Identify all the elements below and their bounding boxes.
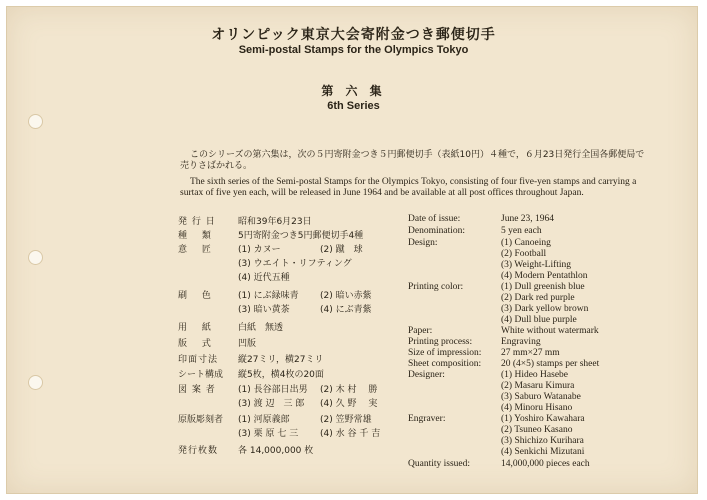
en-denom-label: Denomination: — [408, 226, 465, 236]
jp-color-3: (3) 暗い黄茶 — [238, 305, 290, 315]
en-engraver-label: Engraver: — [408, 414, 446, 424]
en-issue-value: June 23, 1964 — [501, 214, 555, 224]
en-design-2: (2) Football — [501, 249, 547, 259]
en-denom-value: 5 yen each — [501, 226, 542, 236]
en-engraver-2: (2) Tsuneo Kasano — [501, 425, 573, 435]
en-engraver-4: (4) Senkichi Mizutani — [501, 447, 585, 457]
en-process-label: Printing process: — [408, 337, 473, 347]
jp-color-label: 刷 色 — [178, 291, 212, 301]
jp-print-value: 凹版 — [238, 339, 257, 349]
en-sheet-value: 20 (4×5) stamps per sheet — [501, 359, 600, 369]
en-issue-label: Date of issue: — [408, 214, 461, 224]
en-paper-label: Paper: — [408, 326, 433, 336]
jp-issue-value: 昭和39年6月23日 — [238, 217, 312, 227]
jp-color-1: (1) にぶ緑味青 — [238, 291, 299, 301]
en-color-4: (4) Dull blue purple — [501, 315, 577, 325]
jp-designer-1: (1) 長谷部日出男 — [238, 385, 308, 395]
jp-designer-2: (2) 木 村 勝 — [320, 385, 378, 395]
en-color-1: (1) Dull greenish blue — [501, 282, 585, 292]
en-design-3: (3) Weight-Lifting — [501, 260, 572, 270]
jp-design-4: (4) 近代五種 — [238, 273, 290, 283]
jp-qty-value: 各 14,000,000 枚 — [238, 446, 314, 456]
en-designer-1: (1) Hideo Hasebe — [501, 370, 569, 380]
jp-engraver-1: (1) 河原義郎 — [238, 415, 290, 425]
jp-print-label: 版 式 — [178, 339, 212, 349]
jp-kind-value: 5円寄附金つき5円郵便切手4種 — [238, 231, 364, 241]
jp-engraver-label: 原版彫刻者 — [178, 415, 224, 425]
jp-designer-3: (3) 渡 辺 三 郎 — [238, 399, 305, 409]
jp-sheet-label: シート構成 — [178, 370, 224, 380]
binder-hole — [28, 114, 43, 129]
en-process-value: Engraving — [501, 337, 541, 347]
en-color-3: (3) Dark yellow brown — [501, 304, 589, 314]
en-engraver-1: (1) Yoshiro Kawahara — [501, 414, 585, 424]
binder-hole — [28, 250, 43, 265]
jp-design-3: (3) ウエイト・リフティング — [238, 259, 352, 269]
en-designer-4: (4) Minoru Hisano — [501, 403, 573, 413]
jp-qty-label: 発行枚数 — [178, 446, 219, 456]
binder-hole — [28, 375, 43, 390]
jp-issue-label: 発 行 日 — [178, 217, 216, 227]
en-size-label: Size of impression: — [408, 348, 482, 358]
jp-sheet-value: 縦5枚，横4枚の20面 — [238, 370, 324, 380]
en-size-value: 27 mm×27 mm — [501, 348, 560, 358]
jp-designer-label: 図 案 者 — [178, 385, 216, 395]
jp-color-2: (2) 暗い赤紫 — [320, 291, 372, 301]
en-paper-value: White without watermark — [501, 326, 599, 336]
jp-paper-label: 用 紙 — [178, 323, 212, 333]
jp-size-value: 縦27ミリ，横27ミリ — [238, 355, 324, 365]
en-designer-2: (2) Masaru Kimura — [501, 381, 575, 391]
jp-color-4: (4) にぶ青紫 — [320, 305, 372, 315]
en-sheet-label: Sheet composition: — [408, 359, 482, 369]
intro-japanese: このシリーズの第六集は，次の５円寄附金つき５円郵便切手（表紙10円）４種で，６月23日発行全国各郵便局で売りさばかれる。 — [180, 150, 645, 171]
en-qty-label: Quantity issued: — [408, 459, 471, 469]
jp-design-label: 意 匠 — [178, 245, 212, 255]
jp-engraver-4: (4) 水 谷 千 吉 — [320, 429, 381, 439]
japanese-series: 第 六 集 — [321, 84, 386, 98]
en-design-1: (1) Canoeing — [501, 238, 551, 248]
jp-design-2: (2) 蹴 球 — [320, 245, 363, 255]
jp-designer-4: (4) 久 野 実 — [320, 399, 378, 409]
en-engraver-3: (3) Shichizo Kurihara — [501, 436, 584, 446]
jp-engraver-2: (2) 笠野常雄 — [320, 415, 372, 425]
en-designer-3: (3) Saburo Watanabe — [501, 392, 581, 402]
jp-paper-value: 白紙 無透 — [238, 323, 284, 333]
en-designer-label: Designer: — [408, 370, 445, 380]
jp-design-1: (1) カヌー — [238, 245, 281, 255]
japanese-title: オリンピック東京大会寄附金つき郵便切手 — [211, 27, 496, 43]
en-design-label: Design: — [408, 238, 438, 248]
en-qty-value: 14,000,000 pieces each — [501, 459, 590, 469]
english-series: 6th Series — [327, 100, 380, 112]
en-color-2: (2) Dark red purple — [501, 293, 575, 303]
intro-english: The sixth series of the Semi-postal Stamps for the Olympics Tokyo, consisting of four five-yen stamps and carrying a surtax of five yen each, will be released in June 1964 and be available at all post offices throughout Japan. — [180, 177, 637, 198]
english-title: Semi-postal Stamps for the Olympics Tokyo — [238, 44, 469, 56]
jp-size-label: 印面寸法 — [178, 355, 219, 365]
en-color-label: Printing color: — [408, 282, 464, 292]
jp-engraver-3: (3) 栗 原 七 三 — [238, 429, 299, 439]
en-design-4: (4) Modern Pentathlon — [501, 271, 588, 281]
jp-kind-label: 種 類 — [178, 231, 212, 241]
